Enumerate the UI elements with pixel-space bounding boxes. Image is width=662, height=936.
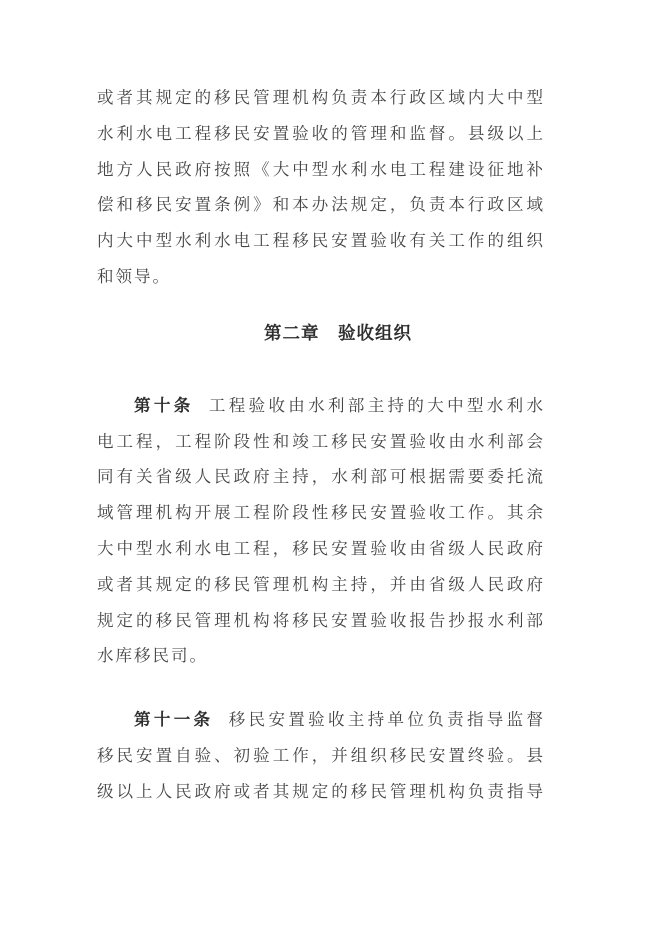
text-line: 级以上人民政府或者其规定的移民管理机构负责指导 (97, 781, 545, 801)
text-line: 内大中型水利水电工程移民安置验收有关工作的组织 (97, 231, 545, 251)
text-line: 和领导。 (97, 266, 171, 286)
text-line (97, 702, 545, 738)
text-line: 水库移民司。 (97, 646, 208, 666)
text-line: 规定的移民管理机构将移民安置验收报告抄报水利部 (97, 610, 545, 630)
text-run: 移民安置验收主持单位负责指导监督 (227, 710, 546, 730)
text-line: 同有关省级人民政府主持，水利部可根据需要委托流 (97, 467, 545, 487)
text-line: 大中型水利水电工程，移民安置验收由省级人民政府 (97, 538, 545, 558)
text-line: 域管理机构开展工程阶段性移民安置验收工作。其余 (97, 503, 545, 523)
text-line: 移民安置自验、初验工作，并组织移民安置终验。县 (97, 745, 545, 765)
article-10-paragraph (97, 388, 545, 674)
text-line: 偿和移民安置条例》和本办法规定，负责本行政区域 (97, 195, 545, 215)
text-line (97, 388, 545, 424)
paragraph-continuation (97, 80, 545, 295)
text-line: 或者其规定的移民管理机构负责本行政区域内大中型 (97, 88, 545, 107)
text-run: 工程验收由水利部主持的大中型水利水 (207, 395, 546, 415)
article-11-paragraph (97, 702, 545, 809)
page-text-column (97, 80, 545, 810)
text-line: 水利水电工程移民安置验收的管理和监督。县级以上 (97, 123, 545, 143)
article-number-label: 第十一条 (134, 710, 214, 730)
chapter-heading: 第二章 验收组织 (264, 322, 412, 343)
text-line: 或者其规定的移民管理机构主持，并由省级人民政府 (97, 574, 545, 594)
article-number-label: 第十条 (134, 395, 194, 415)
text-line: 电工程，工程阶段性和竣工移民安置验收由水利部会 (97, 431, 545, 451)
text-line: 地方人民政府按照《大中型水利水电工程建设征地补 (97, 159, 545, 179)
